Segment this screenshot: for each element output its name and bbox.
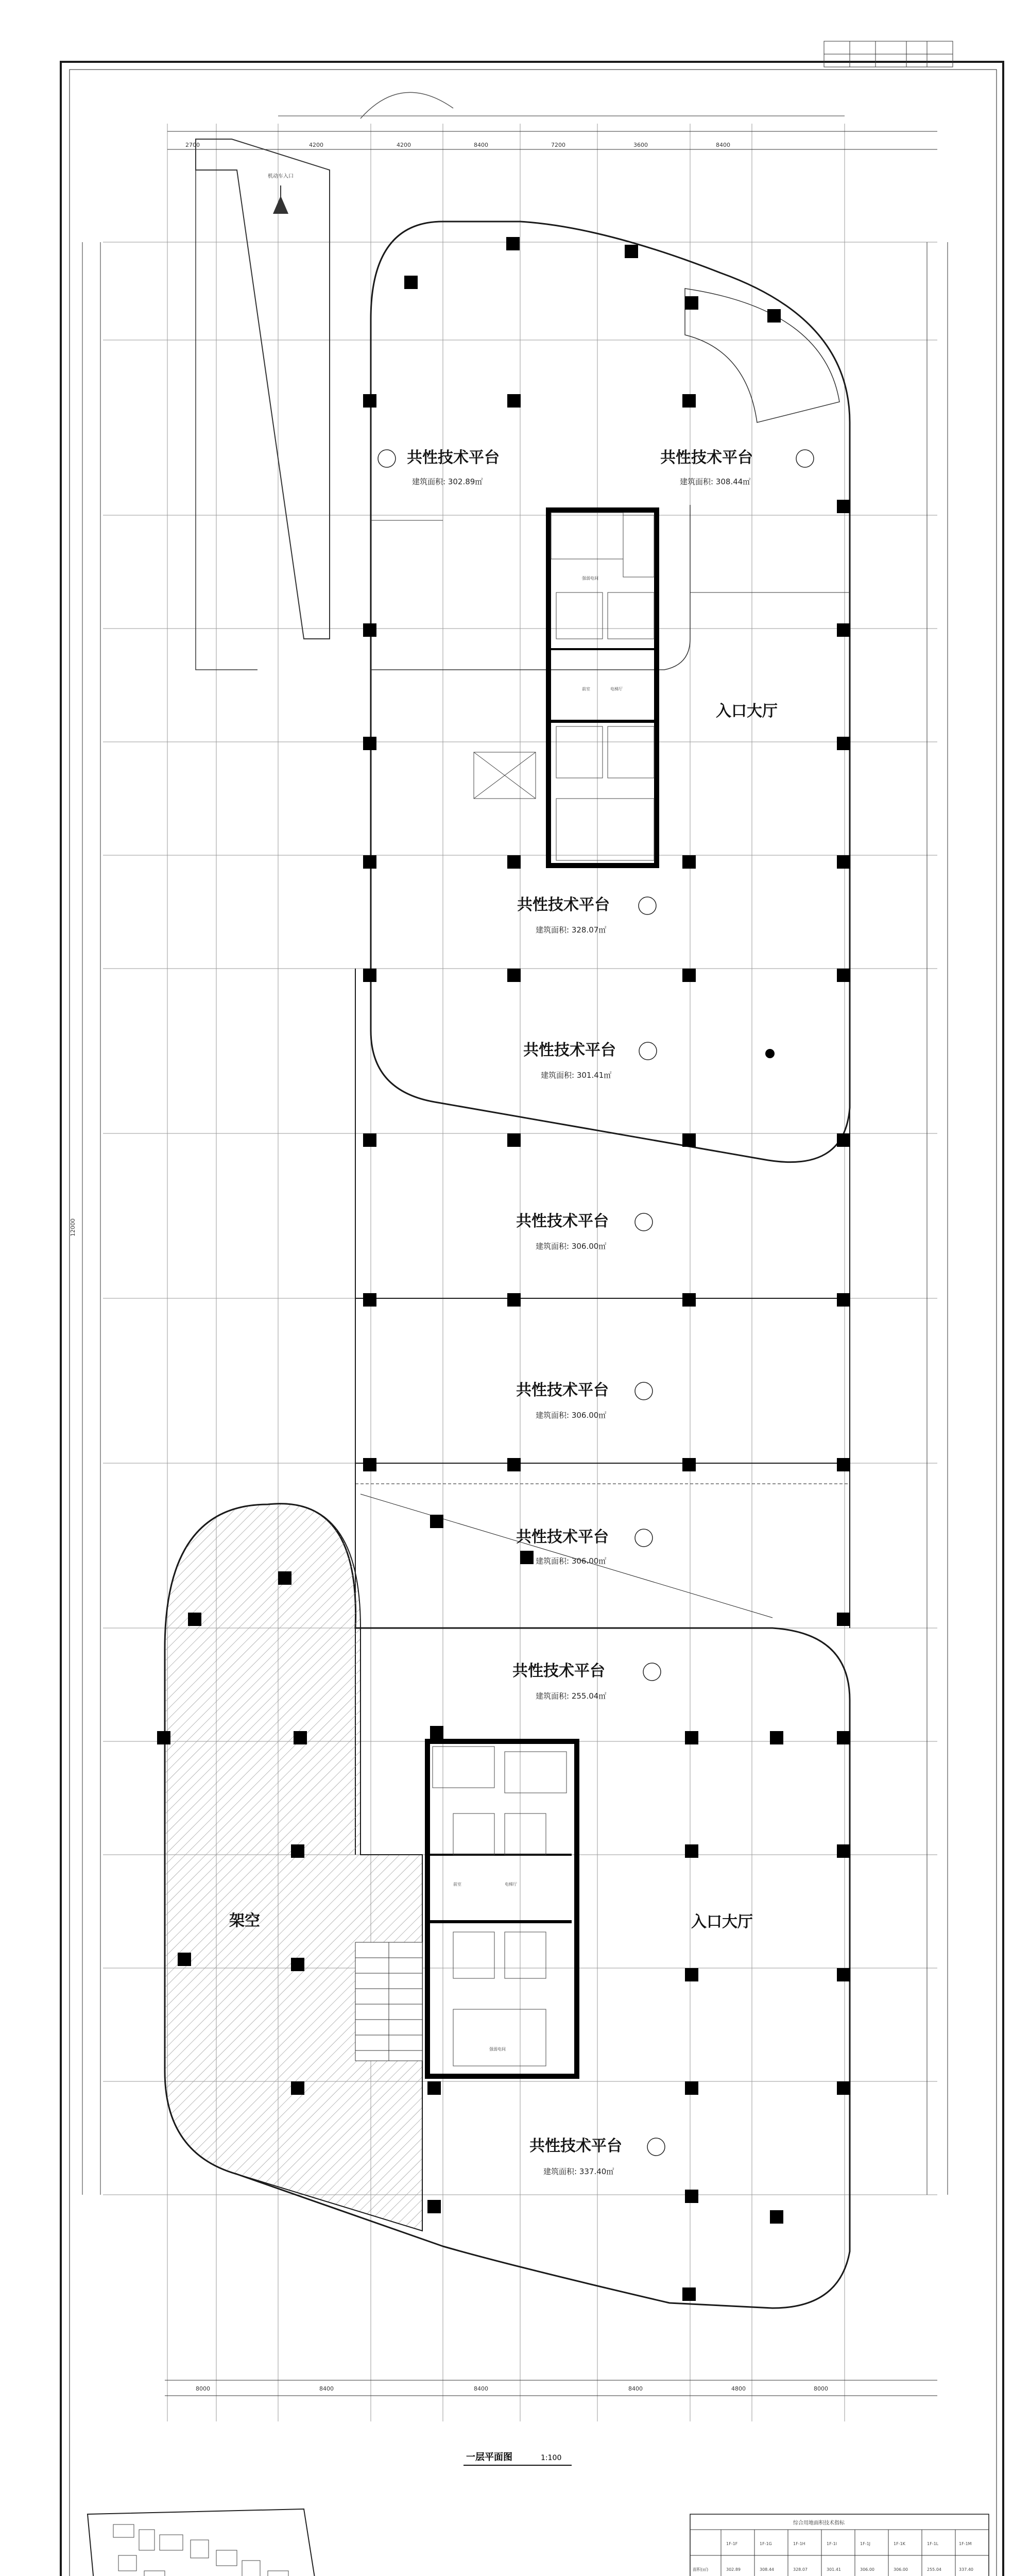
platform-9-title: 共性技术平台: [529, 2137, 622, 2155]
dim-bottom-3: 8400: [474, 2385, 488, 2392]
drawing-scale: 1:100: [541, 2454, 562, 2462]
dim-bottom-1: 8000: [196, 2385, 210, 2392]
platform-4-title: 共性技术平台: [523, 1041, 616, 1059]
platform-8-area: 建筑面积: 255.04㎡: [536, 1691, 607, 1701]
table-header-6: 1F-1K: [894, 2541, 905, 2546]
area-table-title: 综合用地面积技术指标: [793, 2520, 845, 2526]
platform-2-title: 共性技术平台: [660, 449, 753, 467]
lower-stair: [355, 1942, 422, 2061]
table-cell: 306.00: [860, 2567, 874, 2572]
platform-4-area: 建筑面积: 301.41㎡: [541, 1071, 612, 1080]
open-area-label: 架空: [229, 1912, 260, 1930]
overall-dimension: 12000: [70, 1218, 76, 1236]
dim-top-5: 7200: [551, 142, 565, 148]
platform-3-area: 建筑面积: 328.07㎡: [536, 925, 607, 935]
bottom-dimension-chain: [165, 2380, 937, 2396]
lower-core: [427, 1741, 577, 2076]
platform-6-title: 共性技术平台: [516, 1381, 609, 1399]
top-dimension-chain: [167, 116, 937, 149]
dim-bottom-4: 8400: [628, 2385, 643, 2392]
left-dimension-chain: [70, 242, 100, 2195]
dim-top-1: 2700: [185, 142, 200, 148]
lower-core-room-c: 电梯厅: [505, 1882, 517, 1887]
table-cell: 301.41: [827, 2567, 841, 2572]
dim-top-6: 3600: [633, 142, 648, 148]
sheet-inner-border: [70, 70, 997, 2576]
sheet-border: [61, 62, 1003, 2576]
table-header-4: 1F-1I: [827, 2541, 837, 2546]
top-title-strip: [824, 41, 953, 67]
upper-core-room-c: 电梯厅: [610, 687, 623, 691]
platform-6: [516, 1381, 653, 1420]
table-row-1-label: 面积(㎡): [693, 2567, 709, 2572]
platform-6-area: 建筑面积: 306.00㎡: [536, 1411, 607, 1420]
dim-top-7: 8400: [716, 142, 730, 148]
right-dimension-chain: [927, 242, 948, 2195]
upper-lobby-label: 入口大厅: [716, 702, 778, 720]
area-table: [690, 2514, 989, 2576]
upper-core-room-a: 强弱电间: [582, 576, 598, 581]
platform-1-title: 共性技术平台: [407, 449, 500, 467]
platform-2: [660, 449, 814, 486]
drawing-title: 一层平面图: [466, 2452, 512, 2463]
table-cell: 308.44: [760, 2567, 774, 2572]
platform-5: [516, 1212, 653, 1251]
dim-top-3: 4200: [397, 142, 411, 148]
entrance-note: 机动车入口: [268, 174, 294, 179]
table-cell: 302.89: [726, 2567, 741, 2572]
lower-lobby-label: 入口大厅: [691, 1913, 753, 1931]
dim-bottom-2: 8400: [319, 2385, 334, 2392]
open-area-hatch: [165, 1504, 422, 2231]
dim-bottom-6: 8000: [814, 2385, 828, 2392]
dim-top-4: 8400: [474, 142, 488, 148]
platform-3: [517, 896, 656, 935]
drawing-title-block: [464, 2452, 572, 2465]
table-cell: 255.04: [927, 2567, 941, 2572]
table-header-1: 1F-1F: [726, 2541, 738, 2546]
lower-core-room-b: 前室: [453, 1882, 461, 1887]
platform-4: [523, 1041, 657, 1080]
platform-9-area: 建筑面积: 337.40㎡: [543, 2167, 614, 2176]
table-header-3: 1F-1H: [793, 2541, 805, 2546]
table-header-2: 1F-1G: [760, 2541, 772, 2546]
upper-core: [474, 510, 657, 866]
upper-core-room-b: 前室: [582, 687, 590, 691]
table-cell: 337.40: [959, 2567, 973, 2572]
platform-5-title: 共性技术平台: [516, 1212, 609, 1230]
table-cell: 306.00: [894, 2567, 908, 2572]
key-plan: [88, 2509, 319, 2576]
platform-5-area: 建筑面积: 306.00㎡: [536, 1242, 607, 1251]
vehicle-ramp: [196, 92, 453, 670]
lower-core-room-a: 强弱电间: [489, 2047, 506, 2052]
platform-1-area: 建筑面积: 302.89㎡: [412, 477, 483, 486]
marker-dot: [765, 1049, 775, 1058]
table-header-7: 1F-1L: [927, 2541, 939, 2546]
platform-7-title: 共性技术平台: [516, 1528, 609, 1546]
platform-8: [512, 1662, 661, 1701]
dim-bottom-5: 4800: [731, 2385, 746, 2392]
table-header-8: 1F-1M: [959, 2541, 972, 2546]
platform-1: [378, 449, 500, 486]
platform-2-area: 建筑面积: 308.44㎡: [680, 477, 751, 486]
table-cell: 328.07: [793, 2567, 808, 2572]
dim-top-2: 4200: [309, 142, 323, 148]
platform-8-title: 共性技术平台: [512, 1662, 605, 1680]
platform-7-area: 建筑面积: 306.00㎡: [536, 1556, 607, 1566]
table-header-5: 1F-1J: [860, 2541, 871, 2546]
platform-3-title: 共性技术平台: [517, 896, 610, 914]
